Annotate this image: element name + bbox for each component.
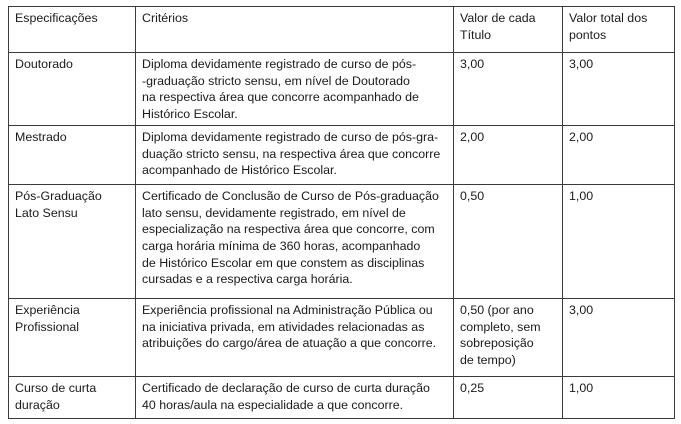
cell-line: Mestrado [15, 129, 67, 144]
cell-line: 1,00 [569, 188, 594, 203]
cell-line: atribuições do cargo/área de atuação a que concorre. [142, 336, 437, 351]
cell-line: de tempo) [460, 352, 516, 367]
cell-line: 3,00 [460, 57, 485, 71]
cell-line: 3,00 [569, 57, 594, 71]
cell-line: Pós-Graduação [15, 188, 102, 203]
header-line: Valor de cada [460, 11, 536, 25]
cell-valor-cada [454, 125, 563, 184]
table-row-mestrado [9, 125, 675, 184]
cell-line: carga horária mínima de 360 horas, acompanhado [142, 238, 421, 253]
cell-line: sobreposição [460, 336, 534, 351]
cell-valor-total [563, 53, 675, 126]
cell-line: na iniciativa privada, em atividades relacionadas as [142, 319, 425, 334]
cell-line: Diploma devidamente registrado de curso de pós- [142, 57, 417, 71]
cell-especificacao [9, 53, 136, 126]
cell-line: Diploma devidamente registrado de curso de pós-gra- [142, 129, 439, 144]
cell-valor-total [563, 376, 675, 418]
cell-line: Certificado de declaração de curso de curta duração [142, 380, 430, 395]
header-valor-cada-titulo [454, 7, 563, 53]
header-line: Valor total dos [569, 11, 648, 25]
cell-line: cursadas e a respectiva carga horária. [142, 272, 353, 287]
cell-line: Experiência profissional na Administração Pública ou [142, 302, 433, 317]
table-header-row [9, 7, 675, 53]
cell-valor-total [563, 184, 675, 298]
header-line: pontos [569, 27, 607, 42]
cell-line: 3,00 [569, 302, 594, 317]
cell-line: de Histórico Escolar em que constem as disciplinas [142, 255, 425, 270]
cell-criterio [136, 125, 454, 184]
cell-line: 40 horas/aula na especialidade a que concorre. [142, 397, 404, 412]
cell-line: 0,50 (por ano [460, 302, 534, 317]
cell-line: lato sensu, devidamente registrado, em nível de [142, 205, 406, 220]
table-row-doutorado [9, 53, 675, 126]
cell-line: 2,00 [569, 129, 594, 144]
cell-especificacao [9, 376, 136, 418]
header-valor-total-pontos [563, 7, 675, 53]
cell-line: Doutorado [15, 57, 73, 71]
cell-valor-cada [454, 298, 563, 376]
cell-criterio [136, 184, 454, 298]
cell-line: -graduação stricto sensu, em nível de Doutorado [142, 73, 410, 88]
header-criterios [136, 7, 454, 53]
table-row-pos-graduacao [9, 184, 675, 298]
scoring-table [8, 6, 675, 419]
cell-line: completo, sem [460, 319, 541, 334]
header-line: Especificações [15, 11, 98, 25]
cell-line: duação stricto sensu, na respectiva área que concorre [142, 146, 441, 161]
cell-criterio [136, 376, 454, 418]
cell-line: 0,25 [460, 380, 485, 395]
cell-especificacao [9, 125, 136, 184]
cell-line: Lato Sensu [15, 205, 78, 220]
header-line: Critérios [142, 11, 189, 25]
cell-line: Certificado de Conclusão de Curso de Pós-graduação [142, 188, 439, 203]
cell-line: duração [15, 397, 60, 412]
cell-line: Experiência [15, 302, 80, 317]
cell-especificacao [9, 184, 136, 298]
cell-line: 0,50 [460, 188, 485, 203]
cell-line: Profissional [15, 319, 80, 334]
cell-line: 1,00 [569, 380, 594, 395]
cell-valor-total [563, 298, 675, 376]
cell-line: 2,00 [460, 129, 485, 144]
table-row-experiencia [9, 298, 675, 376]
table-row-curso-curta [9, 376, 675, 418]
cell-line: especialização na respectiva área que concorre, com [142, 222, 435, 237]
cell-valor-cada [454, 376, 563, 418]
cell-criterio [136, 298, 454, 376]
cell-criterio [136, 53, 454, 126]
cell-line: Histórico Escolar. [142, 107, 238, 122]
cell-line: Curso de curta [15, 380, 97, 395]
cell-valor-total [563, 125, 675, 184]
cell-valor-cada [454, 53, 563, 126]
cell-valor-cada [454, 184, 563, 298]
header-line: Título [460, 27, 491, 42]
cell-especificacao [9, 298, 136, 376]
cell-line: na respectiva área que concorre acompanhado de [142, 90, 419, 105]
scoring-table-container [8, 6, 674, 419]
cell-line: acompanhado de Histórico Escolar. [142, 163, 337, 178]
header-especificacoes [9, 7, 136, 53]
